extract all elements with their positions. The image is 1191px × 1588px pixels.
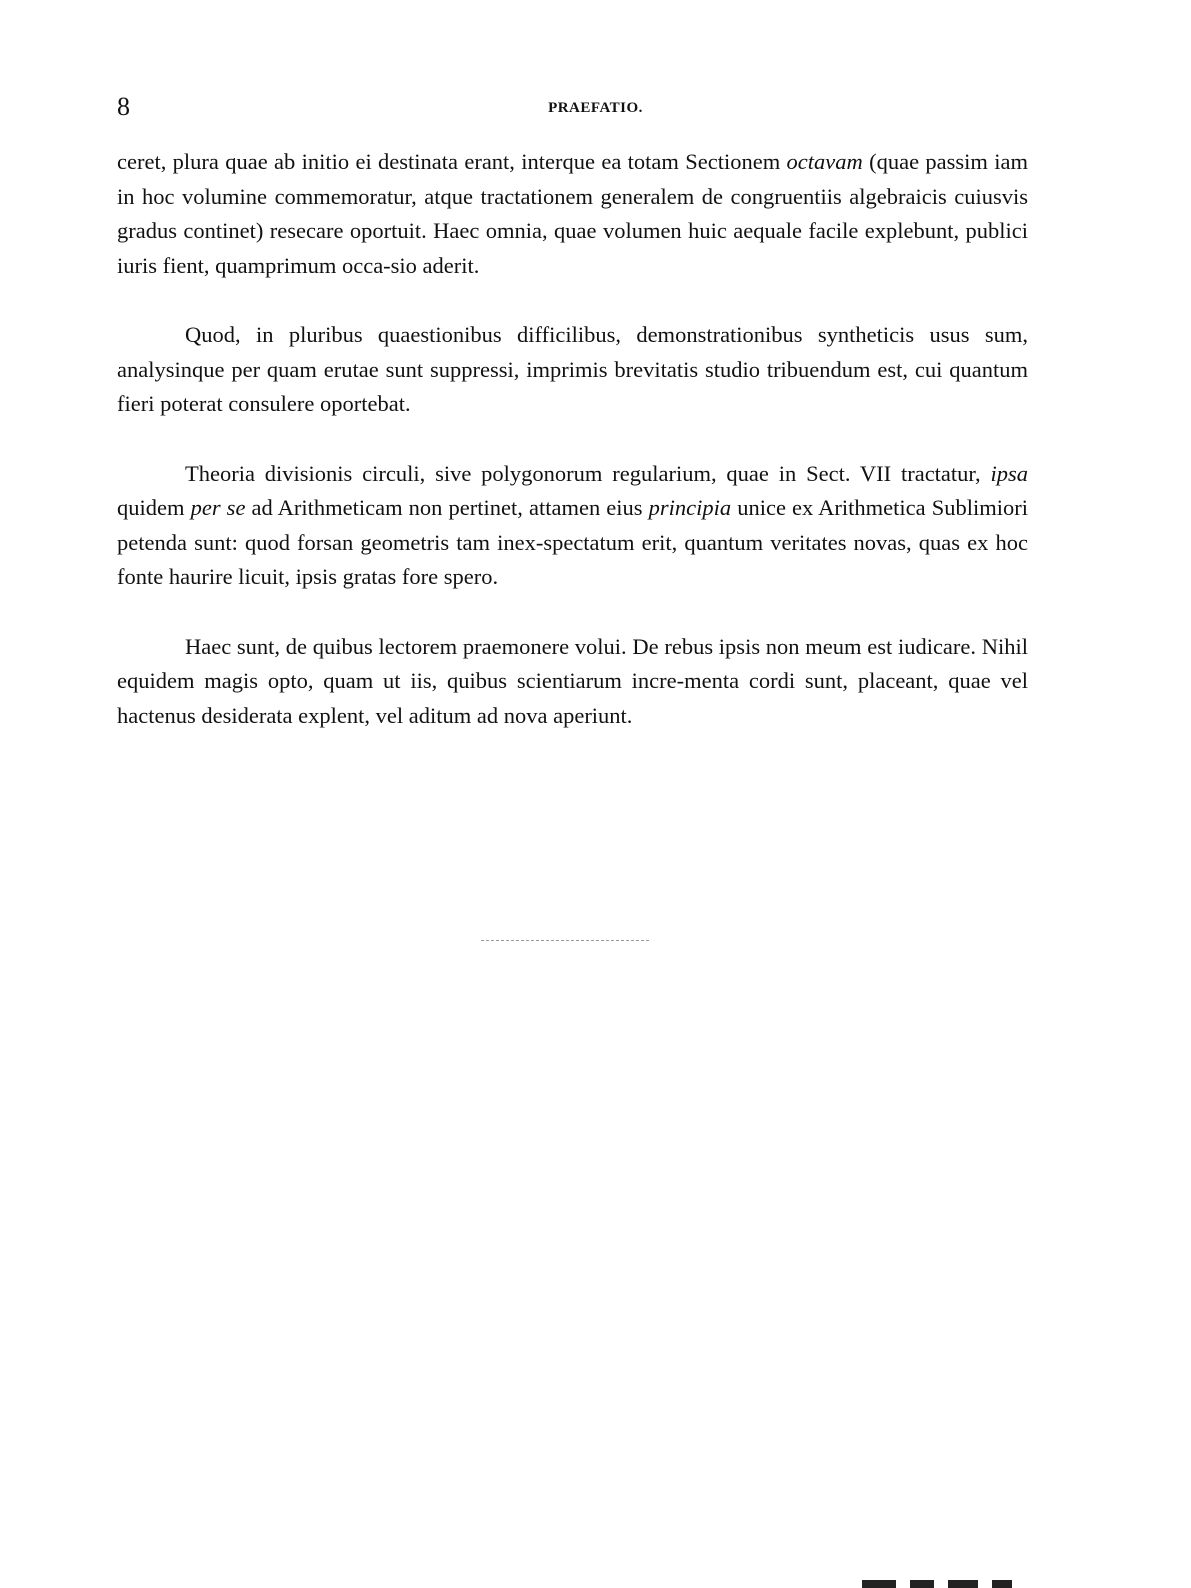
- italic-term: octavam: [786, 149, 863, 174]
- italic-term: per se: [190, 495, 246, 520]
- italic-term: principia: [648, 495, 732, 520]
- paragraph-text: (quae passim iam in hoc volumine commemoratur, atque tractationem generalem de congruentiis algebraicis cuiusvis gradus continet) resecare oportuit. Haec omnia, quae volumen huic aequale facile explebunt, publici iuris fient, quamprimum occa-sio aderit.: [117, 149, 1028, 278]
- paragraph-text: ceret, plura quae ab initio ei destinata erant, interque ea totam Sectionem: [117, 149, 787, 174]
- running-head: PRAEFATIO.: [548, 100, 643, 116]
- paragraph-text: quidem: [117, 495, 191, 520]
- paragraph-continuation: [117, 145, 1028, 283]
- paragraph-closing: Haec sunt, de quibus lectorem praemonere volui. De rebus ipsis non meum est iudicare. Nihil equidem magis opto, quam ut iis, quibus scientiarum incre-menta cordi sunt, placeant, quae vel hactenus desiderata explent, vel aditum ad nova aperiunt.: [117, 633, 1028, 728]
- paragraph-text: Theoria divisionis circuli, sive polygonorum regularium, quae in Sect. VII tractatur,: [185, 460, 991, 486]
- paragraph-synthetic-demonstrations: Quod, in pluribus quaestionibus difficilibus, demonstrationibus syntheticis usus sum, analysinque per quam erutae sunt suppressi, imprimis brevitatis studio tribuendum est, cui quantum fieri poterat consulere oportebat.: [117, 322, 1028, 416]
- paragraph-text: unice ex Arithmetica Sublimiori petenda sunt: quod forsan geometris tam inex-spectatum erit, quantum veritates novas, quas ex hoc fonte haurire licuit, ipsis gratas fore spero.: [117, 495, 1028, 589]
- cropped-footer-text: [862, 1573, 1082, 1588]
- page-number: 8: [117, 92, 130, 121]
- section-divider: [481, 940, 649, 941]
- paragraph-circle-division: [117, 457, 1028, 595]
- body-text: [117, 145, 1028, 733]
- italic-term: ipsa: [990, 460, 1028, 486]
- paragraph-text: ad Arithmeticam non pertinet, attamen eius: [245, 495, 649, 520]
